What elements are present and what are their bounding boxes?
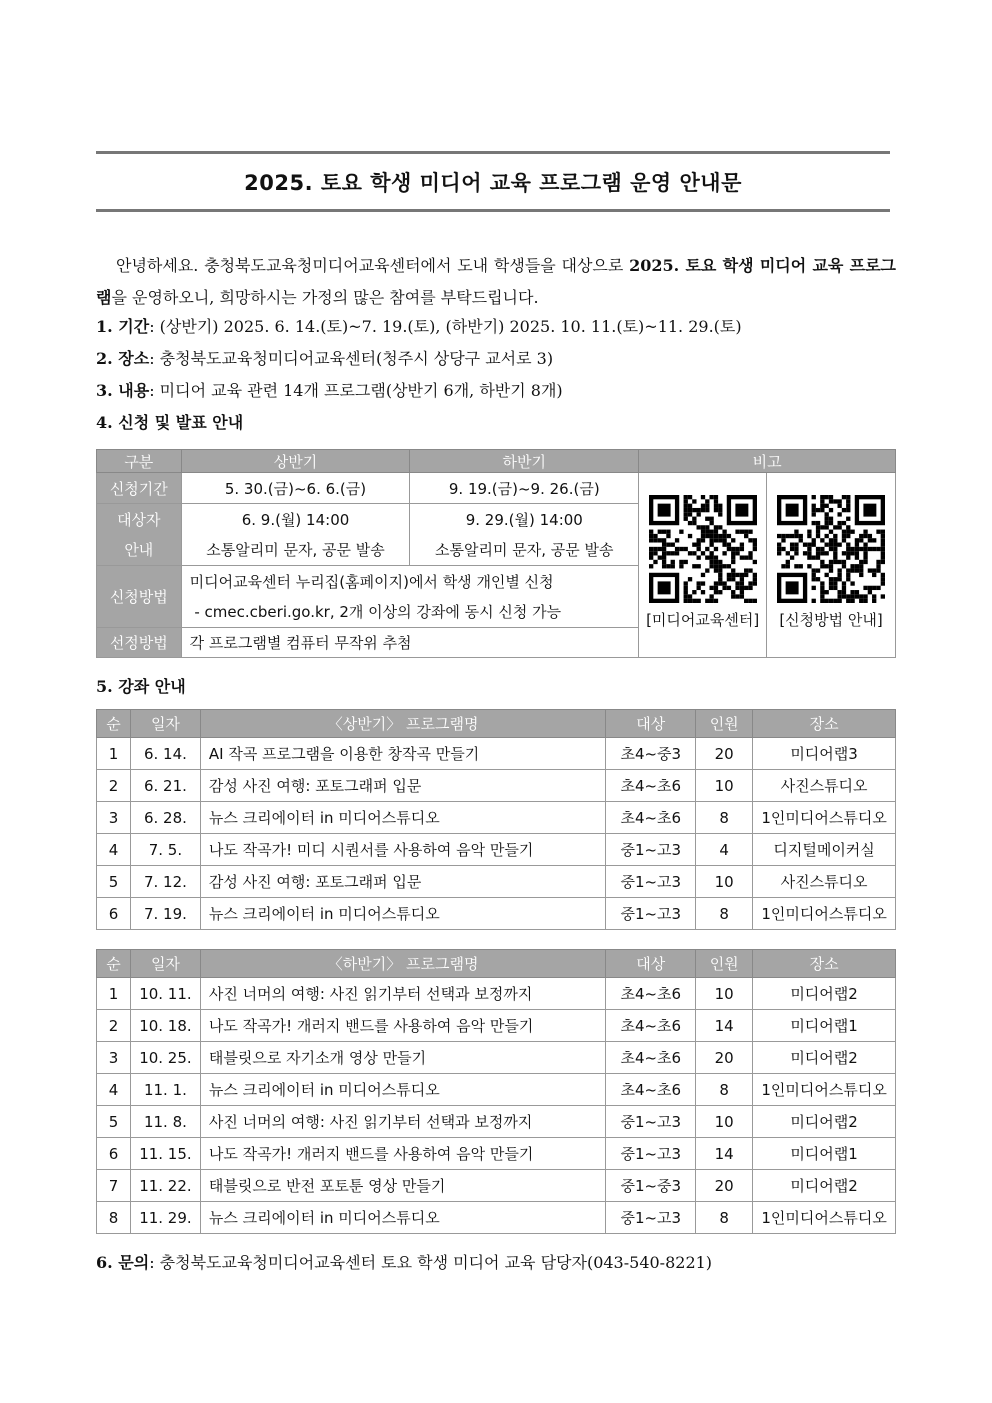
row-count: 10: [696, 1106, 753, 1138]
row-target: 초4~초6: [606, 1042, 696, 1074]
place-value: : 충청북도교육청미디어교육센터(청주시 상당구 교서로 3): [149, 349, 554, 368]
apply-notice-first: 6. 9.(월) 14:00 소통알리미 문자, 공문 발송: [181, 504, 410, 566]
row-date: 7. 19.: [130, 898, 200, 930]
intro-paragraph: [96, 250, 896, 314]
content-item: [96, 378, 563, 401]
row-place: 사진스튜디오: [753, 866, 896, 898]
row-date: 11. 1.: [130, 1074, 200, 1106]
row-count: 4: [696, 834, 753, 866]
row-count: 10: [696, 978, 753, 1010]
row-place: 디지털메이커실: [753, 834, 896, 866]
row-date: 6. 14.: [130, 738, 200, 770]
row-date: 7. 12.: [130, 866, 200, 898]
row-no: 1: [97, 738, 131, 770]
place-label: 2. 장소: [96, 349, 150, 368]
row-target: 초4~초6: [606, 1074, 696, 1106]
row-count: 20: [696, 738, 753, 770]
content-label: 3. 내용: [96, 381, 150, 400]
row-target: 중1~고3: [606, 866, 696, 898]
row-target: 초4~중3: [606, 738, 696, 770]
apply-notice-label: 대상자 안내: [97, 504, 182, 566]
row-program: 나도 작곡가! 개러지 밴드를 사용하여 음악 만들기: [200, 1010, 605, 1042]
row-target: 중1~고3: [606, 1202, 696, 1234]
row-place: 미디어랩2: [753, 1170, 896, 1202]
apply-heading: 4. 신청 및 발표 안내: [96, 413, 244, 432]
row-place: 1인미디어스튜디오: [753, 802, 896, 834]
row-no: 3: [97, 1042, 131, 1074]
table-row: [97, 898, 896, 930]
col-date: 일자: [130, 710, 200, 738]
contact-label: 6. 문의: [96, 1253, 150, 1272]
row-count: 10: [696, 770, 753, 802]
row-program: 뉴스 크리에이터 in 미디어스튜디오: [200, 802, 605, 834]
qr-code-icon[interactable]: [777, 495, 885, 603]
title-box: [96, 151, 890, 212]
row-program: 나도 작곡가! 개러지 밴드를 사용하여 음악 만들기: [200, 1138, 605, 1170]
content-value: : 미디어 교육 관련 14개 프로그램(상반기 6개, 하반기 8개): [149, 381, 563, 400]
course-heading: 5. 강좌 안내: [96, 677, 186, 696]
row-place: 미디어랩1: [753, 1010, 896, 1042]
qr-cell-center: [639, 473, 767, 658]
row-place: 미디어랩2: [753, 1042, 896, 1074]
row-no: 7: [97, 1170, 131, 1202]
row-no: 1: [97, 978, 131, 1010]
apply-period-label: 신청기간: [97, 473, 182, 504]
row-count: 8: [696, 1074, 753, 1106]
contact-value: : 충청북도교육청미디어교육센터 토요 학생 미디어 교육 담당자(043-540-8221): [149, 1253, 713, 1272]
col-place: 장소: [753, 950, 896, 978]
row-no: 6: [97, 898, 131, 930]
col-program: 〈상반기〉 프로그램명: [200, 710, 605, 738]
col-no: 순: [97, 710, 131, 738]
period-label: 1. 기간: [96, 317, 150, 336]
row-no: 3: [97, 802, 131, 834]
second-half-table: [96, 949, 896, 1234]
col-target: 대상: [606, 950, 696, 978]
row-target: 초4~초6: [606, 978, 696, 1010]
row-program: 사진 너머의 여행: 사진 읽기부터 선택과 보정까지: [200, 978, 605, 1010]
row-place: 미디어랩1: [753, 1138, 896, 1170]
apply-notice-second: 9. 29.(월) 14:00 소통알리미 문자, 공문 발송: [410, 504, 639, 566]
row-program: 뉴스 크리에이터 in 미디어스튜디오: [200, 1202, 605, 1234]
table-row: [97, 1010, 896, 1042]
row-no: 6: [97, 1138, 131, 1170]
row-target: 중1~고3: [606, 898, 696, 930]
row-count: 14: [696, 1138, 753, 1170]
period-value: : (상반기) 2025. 6. 14.(토)~7. 19.(토), (하반기) 2025. 10. 11.(토)~11. 29.(토): [149, 317, 742, 336]
apply-header-first: 상반기: [181, 450, 410, 473]
apply-period-second: 9. 19.(금)~9. 26.(금): [410, 473, 639, 504]
row-no: 8: [97, 1202, 131, 1234]
row-place: 미디어랩3: [753, 738, 896, 770]
table-row: [97, 1170, 896, 1202]
table-row: [97, 978, 896, 1010]
row-date: 7. 5.: [130, 834, 200, 866]
row-no: 4: [97, 1074, 131, 1106]
row-count: 14: [696, 1010, 753, 1042]
apply-period-first: 5. 30.(금)~6. 6.(금): [181, 473, 410, 504]
row-no: 2: [97, 1010, 131, 1042]
table-row: [97, 1074, 896, 1106]
row-date: 6. 28.: [130, 802, 200, 834]
table-row: [97, 1202, 896, 1234]
row-program: AI 작곡 프로그램을 이용한 창작곡 만들기: [200, 738, 605, 770]
row-count: 10: [696, 866, 753, 898]
row-date: 6. 21.: [130, 770, 200, 802]
row-date: 10. 25.: [130, 1042, 200, 1074]
row-no: 4: [97, 834, 131, 866]
row-target: 초4~초6: [606, 770, 696, 802]
col-no: 순: [97, 950, 131, 978]
row-target: 중1~고3: [606, 1106, 696, 1138]
row-count: 8: [696, 1202, 753, 1234]
table-row: [97, 1042, 896, 1074]
row-place: 미디어랩2: [753, 978, 896, 1010]
col-target: 대상: [606, 710, 696, 738]
row-program: 감성 사진 여행: 포토그래퍼 입문: [200, 866, 605, 898]
period-item: [96, 314, 742, 337]
row-program: 뉴스 크리에이터 in 미디어스튜디오: [200, 1074, 605, 1106]
apply-method-value: 미디어교육센터 누리집(홈페이지)에서 학생 개인별 신청 - cmec.cberi.go.kr, 2개 이상의 강좌에 동시 신청 가능: [181, 566, 639, 628]
row-no: 5: [97, 1106, 131, 1138]
apply-header-note: 비고: [639, 450, 896, 473]
row-date: 10. 11.: [130, 978, 200, 1010]
row-date: 11. 29.: [130, 1202, 200, 1234]
row-count: 20: [696, 1170, 753, 1202]
page-title: 2025. 토요 학생 미디어 교육 프로그램 운영 안내문: [244, 170, 742, 195]
qr2-label: [신청방법 안내]: [779, 611, 883, 629]
row-date: 11. 22.: [130, 1170, 200, 1202]
first-half-table: [96, 709, 896, 930]
row-count: 20: [696, 1042, 753, 1074]
table-row: [97, 738, 896, 770]
row-place: 미디어랩2: [753, 1106, 896, 1138]
row-date: 10. 18.: [130, 1010, 200, 1042]
table-row: [97, 834, 896, 866]
row-target: 중1~고3: [606, 834, 696, 866]
col-date: 일자: [130, 950, 200, 978]
table-row: [97, 1138, 896, 1170]
row-target: 중1~고3: [606, 1138, 696, 1170]
row-no: 5: [97, 866, 131, 898]
apply-method-label: 신청방법: [97, 566, 182, 628]
row-program: 태블릿으로 자기소개 영상 만들기: [200, 1042, 605, 1074]
apply-header-second: 하반기: [410, 450, 639, 473]
col-count: 인원: [696, 950, 753, 978]
qr-cell-guide: [767, 473, 896, 658]
col-place: 장소: [753, 710, 896, 738]
row-program: 나도 작곡가! 미디 시퀀서를 사용하여 음악 만들기: [200, 834, 605, 866]
apply-header-cat: 구분: [97, 450, 182, 473]
row-place: 1인미디어스튜디오: [753, 1074, 896, 1106]
row-program: 뉴스 크리에이터 in 미디어스튜디오: [200, 898, 605, 930]
contact-item: [96, 1250, 712, 1273]
table-row: [97, 866, 896, 898]
intro-bold: 2025. 토요 학생 미디어 교육 프로그램: [96, 256, 896, 307]
apply-select-value: 각 프로그램별 컴퓨터 무작위 추첨: [181, 628, 639, 658]
row-place: 사진스튜디오: [753, 770, 896, 802]
qr1-label: [미디어교육센터]: [646, 611, 760, 629]
row-program: 사진 너머의 여행: 사진 읽기부터 선택과 보정까지: [200, 1106, 605, 1138]
apply-select-label: 선정방법: [97, 628, 182, 658]
row-count: 8: [696, 802, 753, 834]
row-place: 1인미디어스튜디오: [753, 1202, 896, 1234]
row-date: 11. 15.: [130, 1138, 200, 1170]
table-row: [97, 1106, 896, 1138]
apply-table: [96, 449, 896, 658]
row-date: 11. 8.: [130, 1106, 200, 1138]
col-program: 〈하반기〉 프로그램명: [200, 950, 605, 978]
col-count: 인원: [696, 710, 753, 738]
row-program: 감성 사진 여행: 포토그래퍼 입문: [200, 770, 605, 802]
row-place: 1인미디어스튜디오: [753, 898, 896, 930]
qr-code-icon[interactable]: [649, 495, 757, 603]
row-no: 2: [97, 770, 131, 802]
row-target: 초4~초6: [606, 802, 696, 834]
place-item: [96, 346, 553, 369]
row-target: 초4~초6: [606, 1010, 696, 1042]
row-count: 8: [696, 898, 753, 930]
row-target: 중1~중3: [606, 1170, 696, 1202]
intro-text-a: 안녕하세요. 충청북도교육청미디어교육센터에서 도내 학생들을 대상으로: [116, 256, 630, 275]
row-program: 태블릿으로 반전 포토툰 영상 만들기: [200, 1170, 605, 1202]
intro-text-b: 을 운영하오니, 희망하시는 가정의 많은 참여를 부탁드립니다.: [111, 288, 539, 307]
table-row: [97, 770, 896, 802]
table-row: [97, 802, 896, 834]
